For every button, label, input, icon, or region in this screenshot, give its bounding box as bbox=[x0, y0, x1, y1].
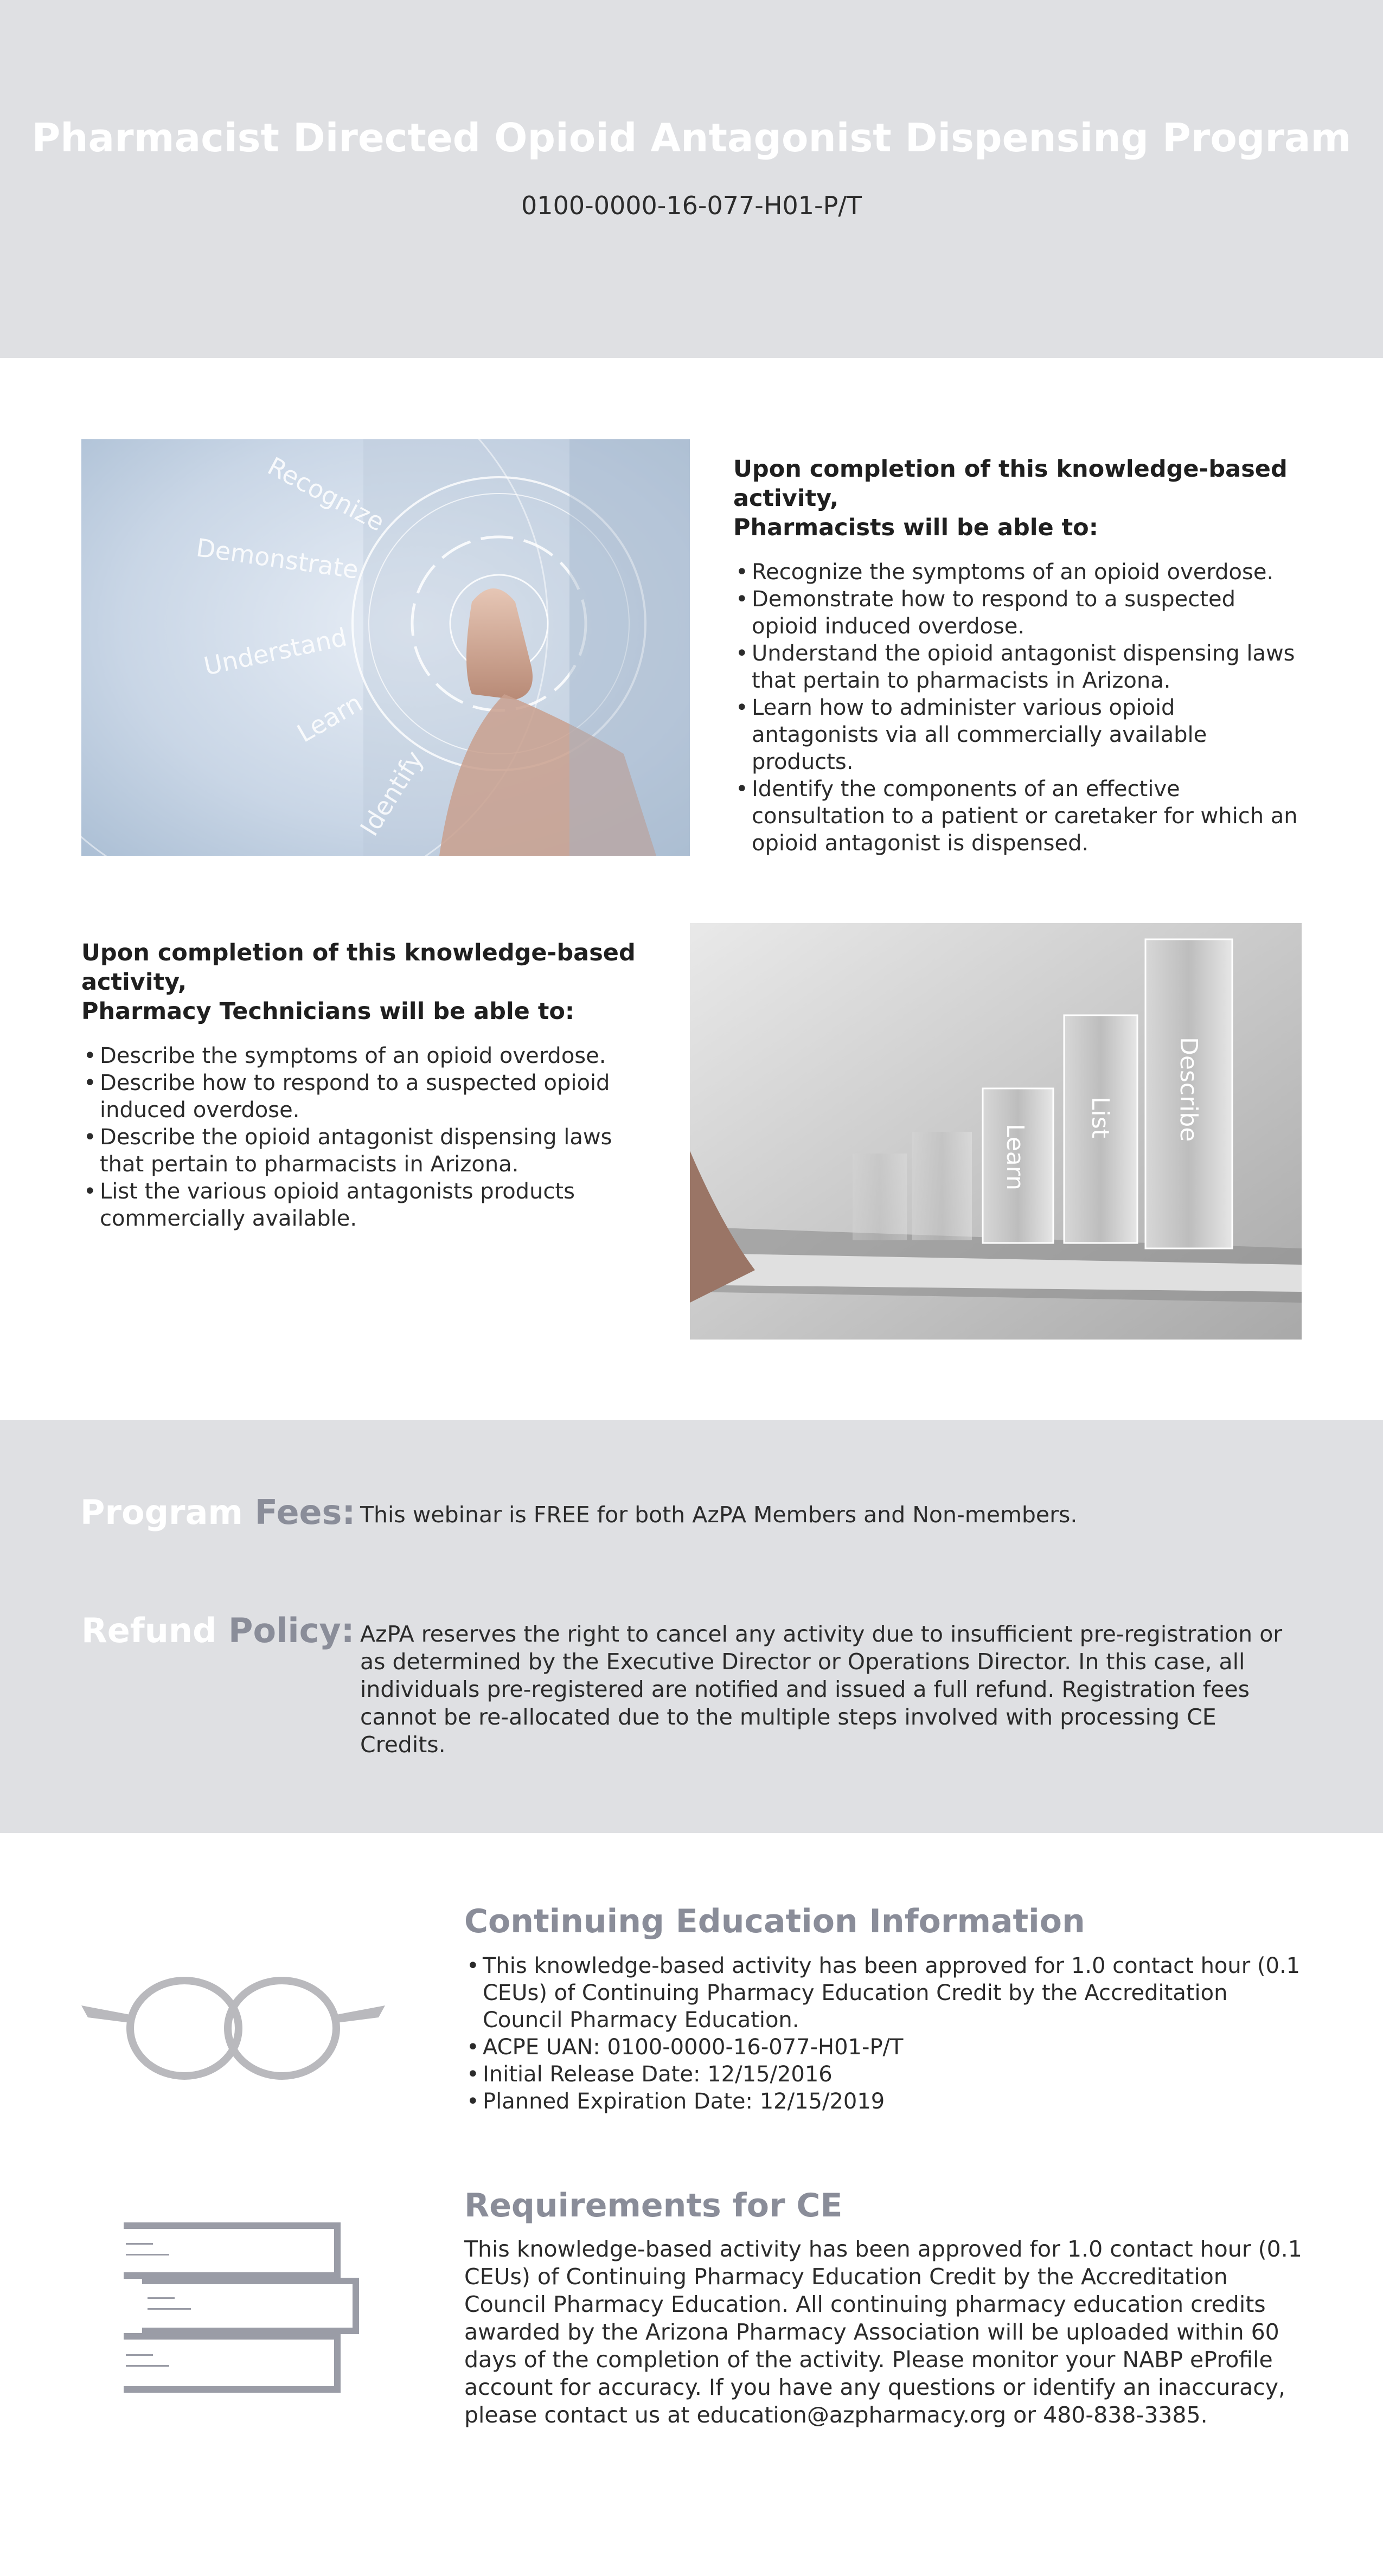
list-item: • Initial Release Date: 12/15/2016 bbox=[464, 2061, 1310, 2088]
technicians-list bbox=[81, 1042, 656, 1232]
list-item: • Learn how to administer various opioid antagonists via all commercially available products. bbox=[733, 694, 1308, 776]
list-item: • Planned Expiration Date: 12/15/2019 bbox=[464, 2088, 1310, 2115]
program-fees-text: This webinar is FREE for both AzPA Members and Non-members. bbox=[360, 1502, 1078, 1528]
technicians-objectives bbox=[81, 938, 656, 1232]
word-learn: Learn bbox=[292, 688, 367, 748]
list-item: • List the various opioid antagonists products commercially available. bbox=[81, 1178, 656, 1232]
list-item: • Describe how to respond to a suspected opioid induced overdose. bbox=[81, 1069, 656, 1124]
technicians-heading: Upon completion of this knowledge-based activity, Pharmacy Technicians will be able to: bbox=[81, 939, 636, 1025]
list-item: • Demonstrate how to respond to a suspected opioid induced overdose. bbox=[733, 586, 1308, 640]
requirements-section bbox=[464, 2187, 1310, 2429]
word-list: List bbox=[1086, 1097, 1114, 1138]
list-item: • Describe the symptoms of an opioid overdose. bbox=[81, 1042, 656, 1069]
pharmacists-list bbox=[733, 559, 1308, 857]
refund-policy-text: AzPA reserves the right to cancel any activity due to insufficient pre-registration or as determined by the Executive Director or Operations Director. In this case, all individuals pre-registered are notified and issued a full refund. Registration fees cannot be re-allocated due to the multiple steps involved with processing CE Credits. bbox=[360, 1621, 1283, 1758]
ce-information-section bbox=[464, 1902, 1310, 2115]
requirements-heading: Requirements for CE bbox=[464, 2187, 843, 2225]
list-item: • Identify the components of an effective consultation to a patient or caretaker for which an opioid antagonist is dispensed. bbox=[733, 776, 1308, 857]
program-fees-label: Program Fees: bbox=[80, 1492, 356, 1532]
header-band bbox=[0, 0, 1383, 358]
word-demonstrate: Demonstrate bbox=[194, 533, 361, 585]
list-item: • Understand the opioid antagonist dispensing laws that pertain to pharmacists in Arizona. bbox=[733, 640, 1308, 694]
word-understand: Understand bbox=[201, 622, 350, 681]
page-title: Pharmacist Directed Opioid Antagonist Dispensing Program bbox=[31, 115, 1352, 161]
pharmacists-heading: Upon completion of this knowledge-based activity, Pharmacists will be able to: bbox=[733, 456, 1288, 541]
eyeglasses-icon bbox=[81, 1974, 385, 2082]
requirements-text: This knowledge-based activity has been approved for 1.0 contact hour (0.1 CEUs) of Continuing Pharmacy Education Credit by the Accreditation Council Pharmacy Education. All continuing pharmacy education credits awarded by the Arizona Pharmacy Association will be uploaded within 60 days of the completion of the activity. Please monitor your NABP eProfile account for accuracy. If you have any questions or identify an inaccuracy, please contact us at education@azpharmacy.org or 480-838-3385. bbox=[464, 2236, 1302, 2428]
pharmacists-objectives bbox=[733, 454, 1308, 857]
list-item: • Describe the opioid antagonist dispensing laws that pertain to pharmacists in Arizona. bbox=[81, 1124, 656, 1178]
list-item: • This knowledge-based activity has been approved for 1.0 contact hour (0.1 CEUs) of Continuing Pharmacy Education Credit by the Accreditation Council Pharmacy Education. bbox=[464, 1952, 1310, 2034]
word-describe: Describe bbox=[1175, 1037, 1202, 1142]
word-learn: Learn bbox=[1001, 1124, 1029, 1190]
ce-information-list bbox=[464, 1952, 1310, 2115]
list-item: • ACPE UAN: 0100-0000-16-077-H01-P/T bbox=[464, 2034, 1310, 2061]
list-item: • Recognize the symptoms of an opioid overdose. bbox=[733, 559, 1308, 586]
tablet-chart-image bbox=[690, 923, 1302, 1340]
ce-information-heading: Continuing Education Information bbox=[464, 1902, 1085, 1940]
program-code: 0100-0000-16-077-H01-P/T bbox=[521, 191, 862, 220]
touch-interface-image bbox=[81, 439, 690, 856]
word-identify: Identify bbox=[354, 745, 430, 841]
word-recognize: Recognize bbox=[262, 451, 389, 537]
refund-policy-label: Refund Policy: bbox=[81, 1611, 355, 1650]
books-stack-icon bbox=[120, 2221, 364, 2400]
